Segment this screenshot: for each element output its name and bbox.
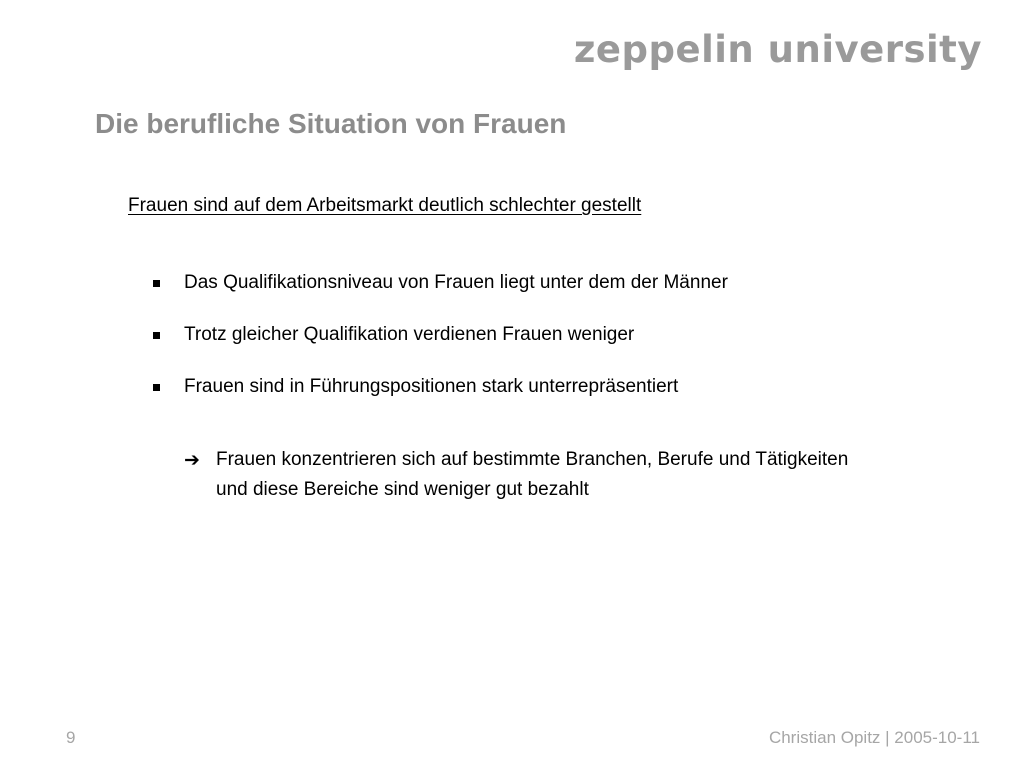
slide-subtitle: Frauen sind auf dem Arbeitsmarkt deutlich schlechter gestellt (128, 195, 642, 216)
square-bullet-icon (153, 332, 160, 339)
conclusion-line-2: und diese Bereiche sind weniger gut bezahlt (216, 479, 589, 500)
bullet-text: Trotz gleicher Qualifikation verdienen Frauen weniger (184, 324, 635, 345)
square-bullet-icon (153, 384, 160, 391)
footer-author-date: Christian Opitz | 2005-10-11 (768, 728, 980, 747)
zeppelin-university-logo: zeppelin university (573, 28, 982, 71)
right-arrow-icon: ➔ (184, 449, 200, 471)
bullet-text: Frauen sind in Führungspositionen stark unterrepräsentiert (184, 376, 679, 397)
page-number: 9 (66, 728, 76, 747)
conclusion-line-1: Frauen konzentrieren sich auf bestimmte Branchen, Berufe und Tätigkeiten (216, 449, 849, 470)
square-bullet-icon (153, 280, 160, 287)
bullet-text: Das Qualifikationsniveau von Frauen liegt unter dem der Männer (184, 272, 728, 293)
slide-title: Die berufliche Situation von Frauen (95, 108, 567, 139)
